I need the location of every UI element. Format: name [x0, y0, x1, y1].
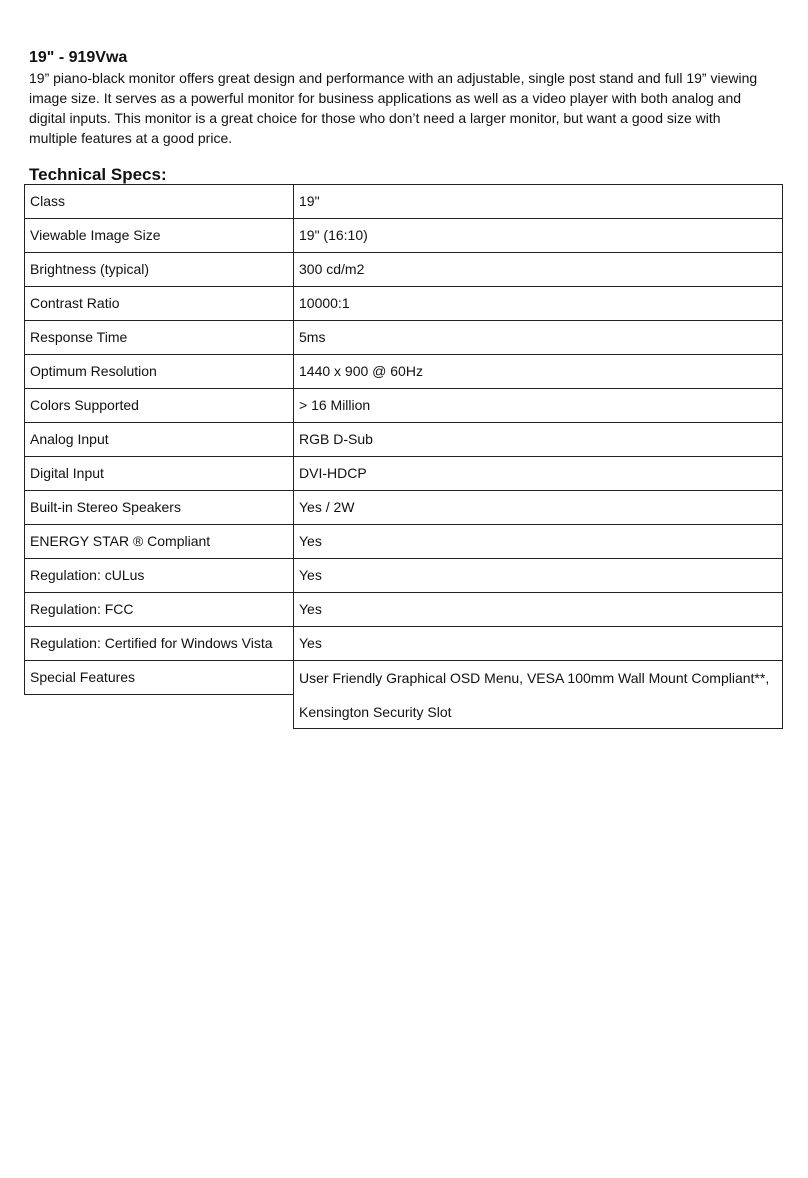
table-row [24, 491, 784, 525]
specs-table [24, 185, 784, 729]
table-row [24, 593, 784, 627]
spec-label: Response Time [24, 321, 293, 355]
spec-label: Digital Input [24, 457, 293, 491]
spec-value: 1440 x 900 @ 60Hz [293, 355, 783, 389]
product-section [29, 48, 784, 185]
spec-value: Yes [293, 525, 783, 559]
table-row [24, 321, 784, 355]
spec-label: Regulation: FCC [24, 593, 293, 627]
table-row [24, 185, 784, 219]
spec-value: > 16 Million [293, 389, 783, 423]
spec-value: 19" [293, 184, 783, 219]
spec-value: 5ms [293, 321, 783, 355]
spec-value-special-features [293, 661, 783, 729]
spec-label: ENERGY STAR ® Compliant [24, 525, 293, 559]
spec-label: Regulation: Certified for Windows Vista [24, 627, 293, 661]
spec-label: Class [24, 184, 293, 219]
spec-label: Optimum Resolution [24, 355, 293, 389]
spec-value: Yes [293, 559, 783, 593]
spec-value: 19" (16:10) [293, 219, 783, 253]
table-row [24, 525, 784, 559]
table-row [24, 559, 784, 593]
spec-value: 300 cd/m2 [293, 253, 783, 287]
spec-label: Colors Supported [24, 389, 293, 423]
spec-label: Special Features [24, 661, 293, 695]
spec-label: Viewable Image Size [24, 219, 293, 253]
spec-label: Analog Input [24, 423, 293, 457]
spec-value: RGB D-Sub [293, 423, 783, 457]
special-features-line-2: Kensington Security Slot [299, 704, 452, 720]
special-features-line-1: User Friendly Graphical OSD Menu, VESA 100mm Wall Mount Compliant**, [299, 670, 770, 686]
spec-label: Contrast Ratio [24, 287, 293, 321]
spec-value: Yes [293, 627, 783, 661]
spec-value: Yes / 2W [293, 491, 783, 525]
table-row [24, 423, 784, 457]
product-description: 19” piano-black monitor offers great design and performance with an adjustable, single post stand and full 19” viewing image size. It serves as a powerful monitor for business applications as well as a video player with both analog and digital inputs. This monitor is a great choice for those who don’t need a larger monitor, but want a good size with multiple features at a good price. [29, 70, 758, 146]
table-row [24, 627, 784, 661]
spec-label: Brightness (typical) [24, 253, 293, 287]
spec-value: DVI-HDCP [293, 457, 783, 491]
spec-label: Built-in Stereo Speakers [24, 491, 293, 525]
table-row [24, 219, 784, 253]
product-title: 19" - 919Vwa [29, 49, 128, 66]
table-row [24, 457, 784, 491]
spec-label: Regulation: cULus [24, 559, 293, 593]
table-row [24, 355, 784, 389]
table-row [24, 389, 784, 423]
table-row-special-features [24, 661, 784, 729]
table-row [24, 253, 784, 287]
spec-value: Yes [293, 593, 783, 627]
specs-heading: Technical Specs: [29, 165, 167, 184]
table-row [24, 287, 784, 321]
spec-value: 10000:1 [293, 287, 783, 321]
